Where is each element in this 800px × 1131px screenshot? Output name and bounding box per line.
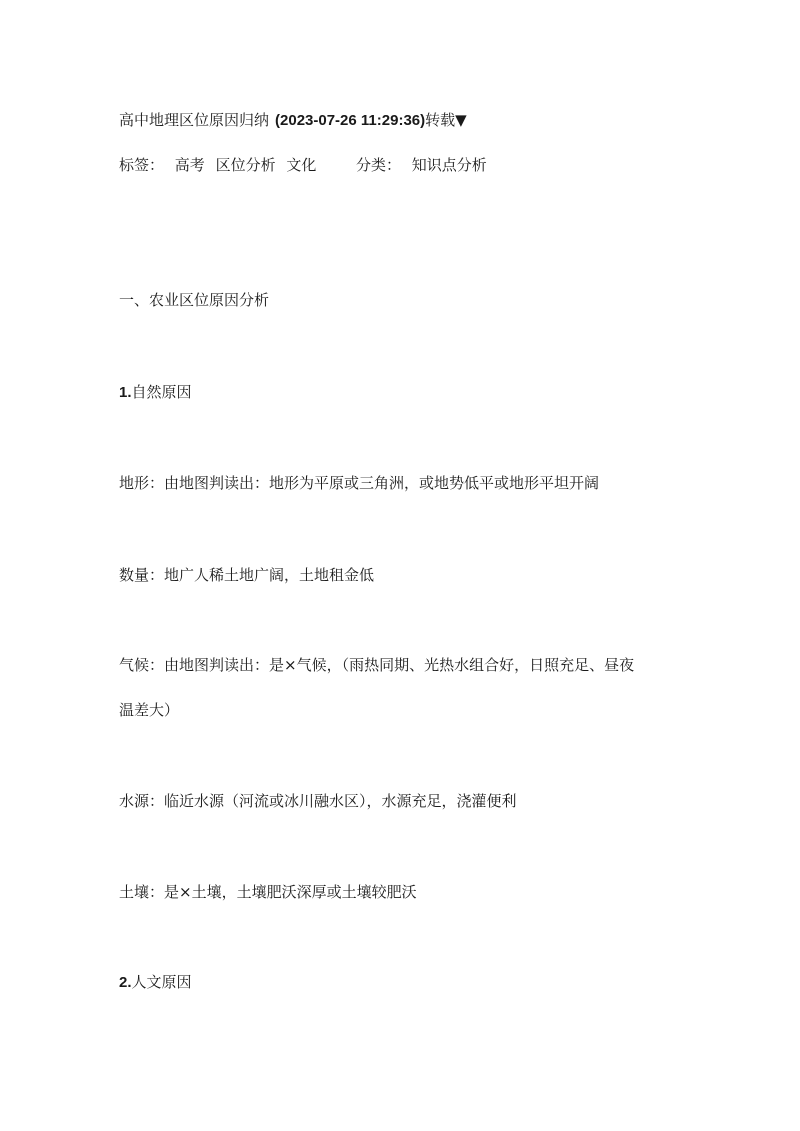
tag-item[interactable]: 区位分析 xyxy=(215,156,276,174)
title-text: 高中地理区位原因归纳 xyxy=(119,111,270,129)
subsection-label: 自然原因 xyxy=(131,383,192,401)
tags-row xyxy=(119,155,493,175)
paragraph-soil: 土壤：是×土壤，土壤肥沃深厚或土壤较肥沃 xyxy=(119,883,417,901)
repost-link[interactable]: 转载▼ xyxy=(425,111,467,129)
subsection-heading xyxy=(119,972,192,993)
paragraph-terrain: 地形：由地图判读出：地形为平原或三角洲，或地势低平或地形平坦开阔 xyxy=(119,474,600,492)
paragraph-water: 水源：临近水源（河流或冰川融水区），水源充足，浇灌便利 xyxy=(119,792,517,810)
paragraph-climate-line-1: 气候：由地图判读出：是×气候，（雨热同期、光热水组合好，日照充足、昼夜 xyxy=(119,656,635,674)
subsection-number: 1. xyxy=(119,384,132,401)
paragraph-climate-line-2: 温差大） xyxy=(119,701,180,719)
tag-item[interactable]: 文化 xyxy=(286,156,317,174)
section-heading: 一、农业区位原因分析 xyxy=(119,291,270,309)
document-title xyxy=(119,110,467,131)
tags-label: 标签： xyxy=(119,156,165,174)
title-timestamp: (2023-07-26 11:29:36) xyxy=(275,112,426,129)
category-label: 分类： xyxy=(355,156,401,174)
subsection-label: 人文原因 xyxy=(131,973,192,991)
category-link[interactable]: 知识点分析 xyxy=(411,156,487,174)
tag-item[interactable]: 高考 xyxy=(174,156,205,174)
subsection-number: 2. xyxy=(119,974,132,991)
subsection-heading xyxy=(119,382,192,403)
paragraph-quantity: 数量：地广人稀土地广阔，土地租金低 xyxy=(119,566,375,584)
